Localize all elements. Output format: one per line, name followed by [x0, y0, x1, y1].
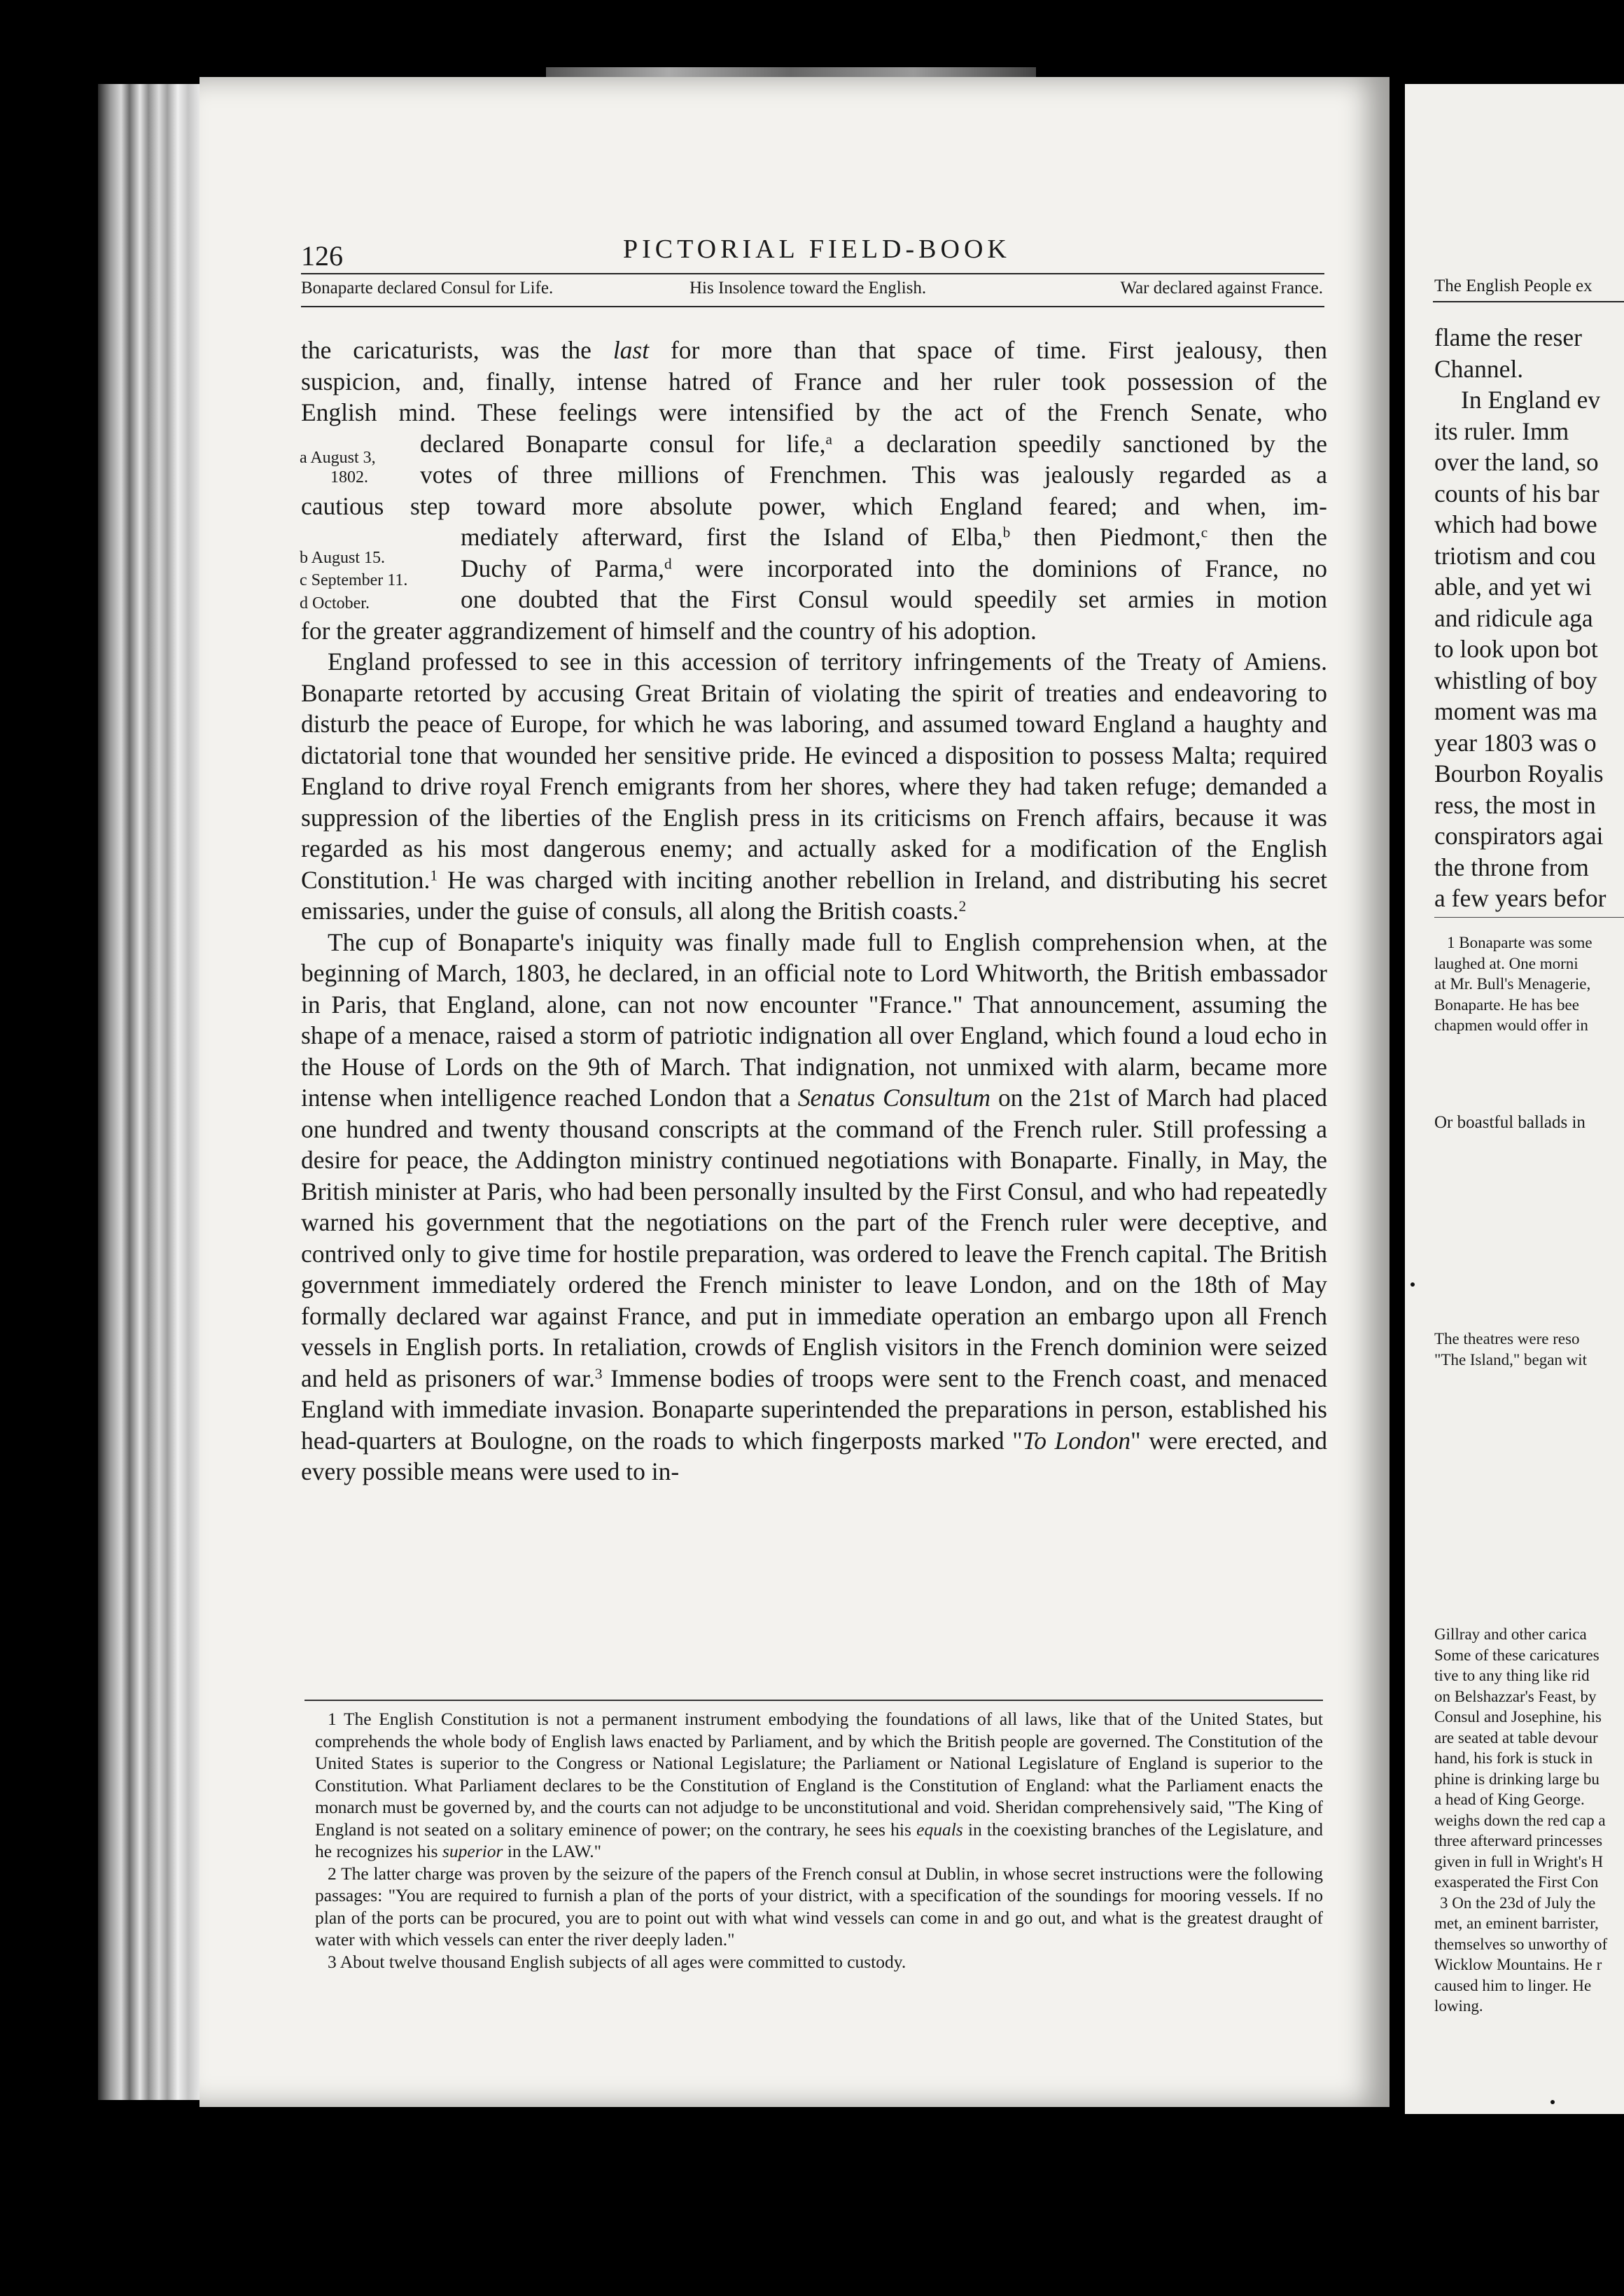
right-footnote-top: 1 Bonaparte was some laughed at. One morni at Mr. Bull's Menagerie, Bonaparte. He has bee chapmen would offer in: [1434, 934, 1592, 1034]
footnote-1: 1 The English Constitution is not a permanent instrument embodying the foundations of all laws, like that of the United States, but comprehends the whole body of English laws enacted by Parliament, and by which the British people are governed. The Constitution of the United States is superior to the Congress or National Legislature; the Parliament or National Legislature of England is superior to the Constitution. What Parliament declares to be the Constitution of England is the Constitution of England: what the Parliament enacts the monarch must be governed by, and the courts can not adjudge to be unconstitutional and void. Sheridan comprehensively said, "The King of England is not seated on a solitary eminence of power; on the contrary, he sees his equals in the coexisting branches of the Legislature, and he recognizes his superior in the LAW.": [315, 1709, 1323, 1861]
book-page-edges: [98, 84, 203, 2100]
paragraph-2: England professed to see in this accession of territory infringements of the Treaty of Amiens. Bonaparte retorted by accusing Great Britain of violating the spirit of treaties and endeavoring to disturb the peace of Europe, for which he was laboring, and assumed toward England a haughty and dictatorial tone that wounded her sensitive pride. He evinced a disposition to possess Malta; required England to drive royal French emigrants from her shores, where they had taken refuge; demanded a suppression of the liberties of the English press in its criticisms on French affairs, because it was regarded as his most dangerous enemy; and actually asked for a modification of the English Constitution.$^1$ He was charged with inciting another rebellion in Ireland, and distributing his secret emissaries, under the guise of consuls, all along the British coasts.$^2$: [301, 648, 1327, 925]
right-theatre-line-2: "The Island," began wit: [1434, 1351, 1588, 1368]
right-page: [1405, 84, 1624, 2114]
section-subheads: [301, 279, 1323, 307]
book-gutter: [1390, 77, 1405, 2121]
marginal-note-d: d October.: [300, 594, 370, 612]
right-main-text: flame the reser Channel. In England ev its ruler. Imm over the land, so counts of his bar which had bowe triotism and cou able, and yet wi and ridicule aga to look upon bot whistling of boy moment was ma year 1803 was o Bourbon Royalis ress, the most in conspirators agai the throne from a few years befor: [1434, 323, 1606, 912]
subhead-insolence: His Insolence toward the English.: [690, 279, 927, 298]
paragraph-1: the caricaturists, was the last for more than that space of time. First jealousy, then suspicion, and, finally, intense hatred of France and her ruler took possession of the English mind. These feelings were intensified by the act of the French Senate, who declared Bonaparte consul for life,$^a$ a declaration speedily sanctioned by the votes of three millions of Frenchmen. This was jealously regarded as a cautious step toward more absolute power, which England feared; and when, im- mediately afterward, first the Island of Elba,$^b$ then Piedmont,$^c$ then the Duchy of Parma,$^d$ were incorporated into the dominions of France, no one doubted that the First Consul would speedily set armies in motion for the greater aggrandizement of himself and the country of his adoption.: [301, 336, 1327, 645]
paragraph-3: The cup of Bonaparte's iniquity was finally made full to English comprehension when, at the beginning of March, 1803, he declared, in an official note to Lord Whitworth, the British embassador in Paris, that England, alone, can not now encounter "France." That announcement, assuming the shape of a menace, raised a storm of patriotic indignation all over England, which found a loud echo in the House of Lords on the 9th of March. That indignation, not unmixed with alarm, became more intense when intelligence reached London that a Senatus Consultum on the 21st of March had placed one hundred and twenty thousand conscripts at the command of the French ruler. Still professing a desire for peace, the Addington ministry continued negotiations with Bonaparte. Finally, in May, the British minister at Paris, who had been personally insulted by the First Consul, and who had repeatedly warned his government that the negotiations on the part of the French ruler were deceptive, and contrived only to give time for hostile preparation, was ordered to leave the French capital. The British government immediately ordered the French minister to leave London, and on the 18th of May formally declared war against France, and put in immediate operation an embargo upon all French vessels in English ports. In retaliation, crowds of English visitors in the French dominion were seized and held as prisoners of war.$^3$ Immense bodies of troops were sent to the French coast, and menaced England with immediate invasion. Bonaparte superintended the preparations in person, established his head-quarters at Boulogne, on the roads to which fingerposts marked "To London" were erected, and every possible means were used to in-: [301, 927, 1328, 1485]
marginal-note-a: a August 3,: [300, 449, 376, 467]
subhead-war-declared: War declared against France.: [1120, 279, 1323, 298]
page-speck: [1410, 1282, 1415, 1287]
marginal-note-a-year: 1802.: [330, 468, 368, 486]
main-text: [301, 335, 1327, 1488]
right-subhead-rule: [1433, 301, 1624, 302]
page-header: [301, 225, 1323, 272]
subhead-rule: [301, 306, 1324, 307]
page-speck: [1550, 2100, 1555, 2104]
marginal-note-b: b August 15.: [300, 549, 386, 567]
page-number: 126: [301, 240, 343, 272]
footnote-rule: [304, 1700, 1323, 1701]
marginal-note-c: c September 11.: [300, 571, 408, 589]
header-rule: [301, 273, 1324, 274]
footnotes: [315, 1708, 1323, 1973]
footnote-2: 2 The latter charge was proven by the seizure of the papers of the French consul at Dublin, in whose secret instructions were the following passages: "You are required to furnish a plan of the ports of your district, with a specification of the soundings for mooring vessels. If no plan of the ports can be procured, you are to point out with what wind vessels can come in and go out, and what is the greatest draught of water with which vessels can enter the river deeply laden.": [315, 1863, 1323, 1949]
running-title: PICTORIAL FIELD-BOOK: [623, 234, 1011, 264]
subhead-consul-for-life: Bonaparte declared Consul for Life.: [301, 279, 554, 298]
right-footnote-bottom: Gillray and other carica Some of these caricatures tive to any thing like rid on Belshazzar's Feast, by Consul and Josephine, his are seated at table devour hand, his fork is stuck in phine is drinking large bu a head of King George. weighs down the red cap a three afterward princesses given in full in Wright's H exasperated the First Con 3 On the 23d of July the met, an eminent barrister, themselves so unworthy of Wicklow Mountains. He r caused him to linger. He lowing.: [1434, 1625, 1608, 2015]
right-ballad-line: Or boastful ballads in: [1434, 1113, 1586, 1132]
footnote-3: 3 About twelve thousand English subjects of all ages were committed to custody.: [328, 1951, 906, 1972]
right-footnote-rule: [1434, 917, 1624, 918]
right-subhead: The English People ex: [1434, 276, 1592, 295]
right-theatre-line-1: The theatres were reso: [1434, 1330, 1580, 1348]
